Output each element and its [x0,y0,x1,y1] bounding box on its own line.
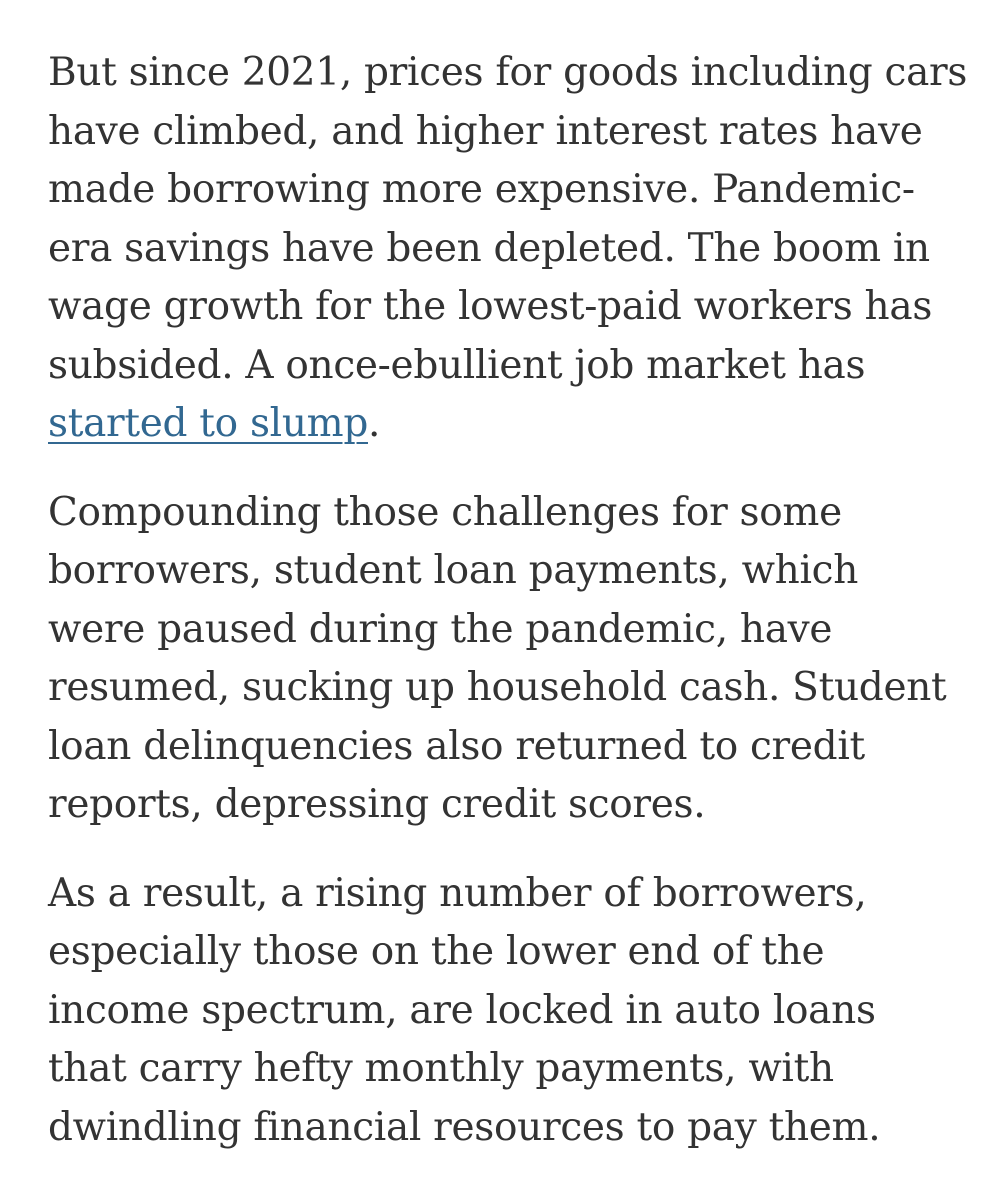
text-line: made borrowing more expensive. Pandemic- [48,167,915,212]
text-line: era savings have been depleted. The boom in [48,225,930,271]
text-line: dwindling financial resources to pay them. [48,1104,881,1150]
text-line-with-link [48,395,948,454]
text-line: As a result, a rising number of borrowers, [48,870,867,916]
text-line: wage growth for the lowest-paid workers has [48,284,933,329]
started-to-slump-link[interactable]: started to slump [48,401,368,446]
text-line: Compounding those challenges for some [48,489,842,535]
link-trailing-period: . [368,401,381,446]
text-line: resumed, sucking up household cash. Student [48,665,947,710]
article-paragraph-2 [48,484,948,835]
text-line: were paused during the pandemic, have [48,606,833,652]
text-line: have climbed, and higher interest rates have [48,108,923,154]
text-line: that carry hefty monthly payments, with [48,1046,834,1091]
text-line: loan delinquencies also returned to credit [48,723,865,769]
text-line: But since 2021, prices for goods including cars [48,50,968,95]
text-line: especially those on the lower end of the [48,929,825,974]
article-paragraph-3 [48,865,948,1158]
article-paragraph-1 [48,44,968,454]
text-line: income spectrum, are locked in auto loans [48,987,876,1033]
article-body [48,44,968,1187]
text-line: borrowers, student loan payments, which [48,548,859,593]
text-line: subsided. A once-ebullient job market has [48,342,866,388]
text-line: reports, depressing credit scores. [48,782,706,827]
